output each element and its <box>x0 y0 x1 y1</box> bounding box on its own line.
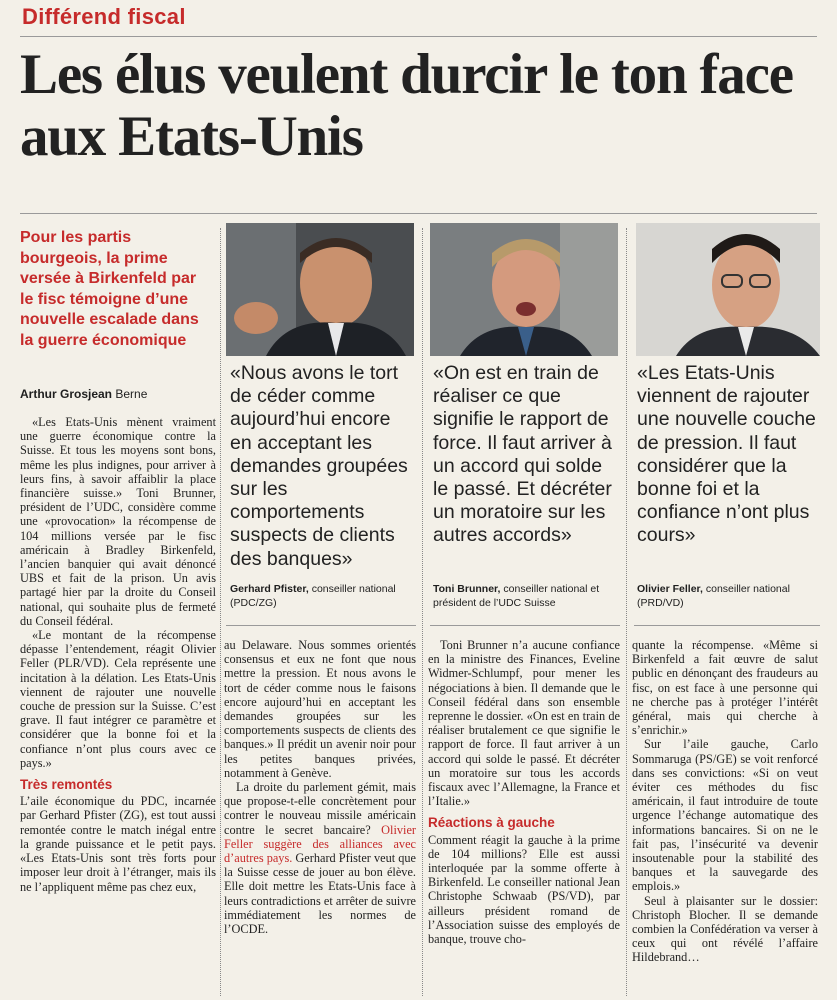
column-divider <box>626 228 627 996</box>
paragraph <box>224 780 416 936</box>
paragraph: Sur l’aile gauche, Carlo Sommaruga (PS/GE) se voit renforcé dans ses convictions: «Si on veut éviter ces méthodes du fisc américain, il faut introduire de toute urgence l’échange automatique des informations bancaires. Si on ne le fait pas, l’insécurité va devenir insoutenable pour la stabilité des banques et la sauvegarde des emplois.» <box>632 737 818 894</box>
article-column-1 <box>20 415 216 894</box>
paragraph: L’aile économique du PDC, incarnée par Gerhard Pfister (ZG), est tout aussi remontée contre le match inégal entre la grande puissance et le petit pays. «Les Etats-Unis sont très forts pour imposer leur droit à l’étranger, mais ils ne l’appliquent même pas chez eux, <box>20 794 216 894</box>
paragraph: au Delaware. Nous sommes orientés consensus et eux ne font que nous mettre la pression. Et nous avons le tort de céder comme nous le faisons encore aujourd’hui en acceptant les demandes groupées sur les comportements suspects de clients des banques.» Il prédit un avenir noir pour les petites banques privées, notamment à Genève. <box>224 638 416 780</box>
headline-divider <box>20 213 817 214</box>
pull-quote: «Nous avons le tort de céder comme aujourd’hui encore en acceptant les demandes groupées sur les comportements suspects de clients des banques» <box>230 362 408 570</box>
quote-credit <box>433 582 623 610</box>
byline-author: Arthur Grosjean <box>20 387 113 401</box>
quote-credit-role: conseiller national (PRD/VD) <box>637 583 790 609</box>
quote-credit-role: conseiller national (PDC/ZG) <box>230 583 396 609</box>
portrait-gerhard-pfister <box>226 223 414 356</box>
portrait-olivier-feller <box>636 223 820 356</box>
quote-credit-name: Gerhard Pfister, <box>230 583 309 595</box>
subheading: Réactions à gauche <box>428 815 555 831</box>
quote-credit-role: conseiller national et président de l’UDC Suisse <box>433 583 600 609</box>
byline-place: Berne <box>115 387 148 401</box>
pull-quote: «Les Etats-Unis viennent de rajouter une nouvelle couche de pression. Il faut considérer que la bonne foi et la confiance n’ont plus cours» <box>637 362 816 547</box>
paragraph-text: La droite du parlement gémit, mais que propose-t-elle concrètement pour contrer le nouveau missile américain contre le secret bancaire? <box>224 780 416 837</box>
quote-credit-name: Toni Brunner, <box>433 583 501 595</box>
quote-credit <box>637 582 827 610</box>
quote-divider <box>634 625 820 626</box>
quote-divider <box>430 625 620 626</box>
kicker-divider <box>20 36 817 37</box>
paragraph: Seul à plaisanter sur le dossier: Christoph Blocher. Il se demande combien la Confédération va verser à ceux qui ont révélé l’affaire Hildebrand… <box>632 893 818 965</box>
paragraph: «Le montant de la récompense dépasse l’entendement, réagit Olivier Feller (PLR/VD). Cela représente une incitation à la délation. Les Etats-Unis viennent de rajouter une nouvelle couche de pression sur la Suisse. C’est grave. Il faut intégrer ce paramètre et considérer que la bonne foi et la confiance n’ont plus cours avec ce pays.» <box>20 628 216 770</box>
subheading: Très remontés <box>20 777 113 793</box>
paragraph: quante la récompense. «Même si Birkenfeld a fait œuvre de salut public en dénonçant des fraudeurs au fisc, on est face à une personne qui ne cherche pas à protéger l’intérêt général, mais qui cherche à s’enrichir.» <box>632 638 818 738</box>
article-column-3 <box>428 638 620 946</box>
article-column-2 <box>224 638 416 936</box>
quote-credit-name: Olivier Feller, <box>637 583 703 595</box>
highlighted-text: Olivier Feller suggère des alliances avec d’autres pays. <box>224 822 417 866</box>
paragraph-text: Gerhard Pfister veut que la Suisse cesse de jouer au bon élève. Elle doit mettre les Etats-Unis face à leurs contradictions et arrêter de suivre immédiatement les normes de l’OCDE. <box>224 851 416 937</box>
section-kicker: Différend fiscal <box>22 4 186 29</box>
quote-credit <box>230 582 420 610</box>
paragraph: «Les Etats-Unis mènent vraiment une guerre économique contre la Suisse. Et tous les moyens sont bons, même les plus indignes, pour arriver à leurs fins, à savoir affaiblir la place financière suisse.» Toni Brunner, président de l’UDC, considère comme une «provocation» la récompense de 104 millions versée par le fisc américain à Bradley Birkenfeld, l’ancien banquier qui avait dénoncé UBS et fait de la prison. Un avis partagé hier par la droite du Conseil national, qui souhaite plus de fermeté du Conseil fédéral. <box>20 415 216 628</box>
quote-divider <box>226 625 416 626</box>
column-divider <box>220 228 221 996</box>
pull-quote: «On est en train de réaliser ce que signifie le rapport de force. Il faut arriver à un accord qui solde le passé. Et décréter un moratoire sur les autres accords» <box>433 362 612 547</box>
headline: Les élus veulent durcir le ton face aux Etats-Unis <box>20 43 793 168</box>
column-divider <box>422 228 423 996</box>
paragraph: Toni Brunner n’a aucune confiance en la ministre des Finances, Eveline Widmer-Schlumpf, pour mener les négociations à bien. Il demande que le Conseil fédéral dans son ensemble reprenne le dossier. «On est en train de réaliser brutalement ce que signifie le rapport de force. Il faut arriver à un accord qui solde le passé. Et décréter un moratoire sur tous les accords fiscaux avec l’Allemagne, la France et l’Italie.» <box>428 638 620 809</box>
portrait-toni-brunner <box>430 223 618 356</box>
paragraph: Comment réagit la gauche à la prime de 104 millions? Elle est aussi interloquée par la somme offerte à Birkenfeld. Le conseiller national Jean Christophe Schwaab (PS/VD), par ailleurs président romand de l’Association suisse des employés de banque, trouve cho- <box>428 832 620 947</box>
lead-text: Pour les partis bourgeois, la prime versée à Birkenfeld par le fisc témoigne d’une nouvelle escalade dans la guerre économique <box>20 229 199 349</box>
article-column-4 <box>632 638 818 965</box>
byline <box>20 387 220 401</box>
